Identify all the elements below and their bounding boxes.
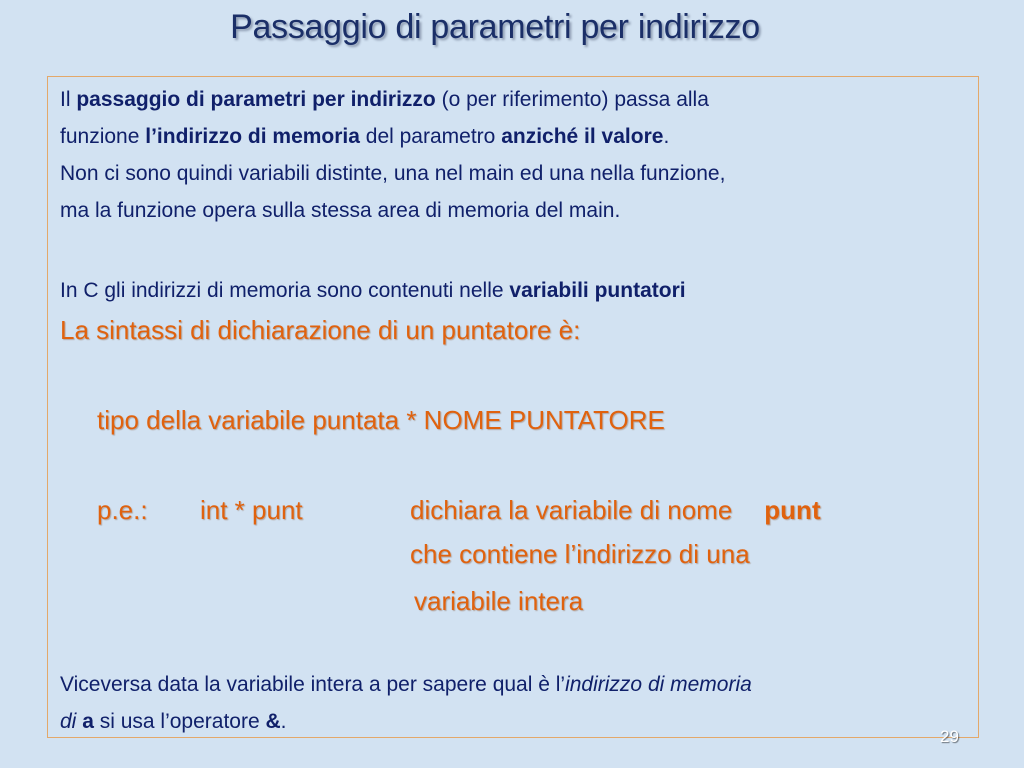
example-description-line-1 xyxy=(410,495,821,526)
slide-title: Passaggio di parametri per indirizzo xyxy=(230,8,760,46)
text: Viceversa data la variabile intera a per sapere qual è l’ xyxy=(60,673,566,696)
paragraph-3-line-2 xyxy=(60,710,287,734)
paragraph-1-line-2 xyxy=(60,125,669,149)
text: dichiara la variabile di nome xyxy=(410,495,733,525)
bold-text: variabili puntatori xyxy=(509,279,686,302)
example-code: int * punt xyxy=(200,495,303,525)
text: In C gli indirizzi di memoria sono contenuti nelle xyxy=(60,279,510,302)
syntax-heading: La sintassi di dichiarazione di un puntatore è: xyxy=(60,315,581,345)
text: si usa l’operatore xyxy=(93,710,266,733)
text: (o per riferimento) passa alla xyxy=(435,88,709,111)
paragraph-1-line-4: ma la funzione opera sulla stessa area di memoria del main. xyxy=(60,199,621,222)
bold-text: passaggio di parametri per indirizzo xyxy=(76,88,436,111)
text: del parametro xyxy=(359,125,502,148)
page-number: 29 xyxy=(940,727,959,746)
example-description-line-3: variabile intera xyxy=(414,586,584,616)
bold-text: l’indirizzo di memoria xyxy=(145,125,360,148)
bold-text: a xyxy=(82,710,94,733)
text: . xyxy=(280,710,287,733)
text: . xyxy=(663,125,670,148)
example-description-line-2: che contiene l’indirizzo di una xyxy=(410,539,750,569)
paragraph-2 xyxy=(60,279,686,303)
example-label: p.e.: xyxy=(97,495,148,525)
text: funzione xyxy=(60,125,146,148)
paragraph-1-line-1 xyxy=(60,88,709,112)
italic-text: indirizzo di memoria xyxy=(565,673,752,696)
bold-text: punt xyxy=(764,495,821,525)
text: Il xyxy=(60,88,77,111)
paragraph-1-line-3: Non ci sono quindi variabili distinte, una nel main ed una nella funzione, xyxy=(60,162,726,185)
content-box xyxy=(47,76,979,738)
bold-text: anziché il valore xyxy=(501,125,664,148)
syntax-line: tipo della variabile puntata * NOME PUNTATORE xyxy=(97,405,665,435)
italic-text: di xyxy=(60,710,77,733)
paragraph-3-line-1 xyxy=(60,673,752,697)
bold-text: & xyxy=(265,710,281,733)
